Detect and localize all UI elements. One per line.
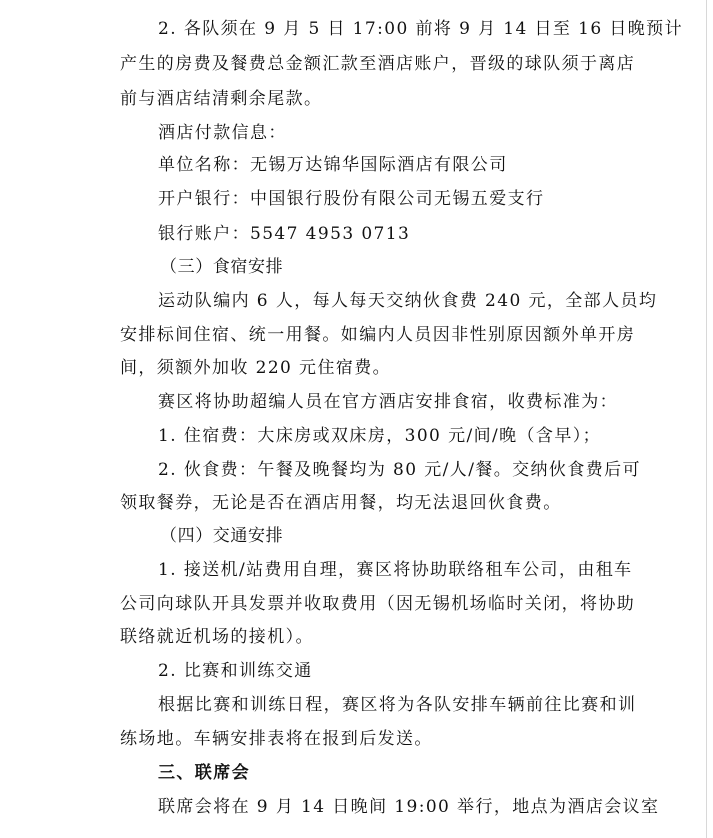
payment-deadline-line-3: 前与酒店结清剩余尾款。: [120, 89, 323, 109]
joint-meeting-paragraph-line-1: 联席会将在 9 月 14 日晚间 19:00 举行，地点为酒店会议室: [158, 797, 660, 817]
accommodation-paragraph-line-1: 运动队编内 6 人，每人每天交纳伙食费 240 元，全部人员均: [158, 291, 658, 311]
bank-account-line: 银行账户：5547 4953 0713: [158, 224, 411, 244]
company-name-line: 单位名称：无锡万达锦华国际酒店有限公司: [158, 155, 508, 175]
pickup-item-line-2: 公司向球队开具发票并收取费用（因无锡机场临时关闭，将协助: [120, 594, 636, 614]
pickup-item-line-3: 联络就近机场的接机）。: [120, 627, 314, 647]
payment-deadline-line-1: 2. 各队须在 9 月 5 日 17:00 前将 9 月 14 日至 16 日晚预计: [158, 19, 683, 39]
page-edge-divider: [706, 0, 707, 838]
meal-fee-item-line-1: 2. 伙食费：午餐及晚餐均为 80 元/人/餐。交纳伙食费后可: [158, 460, 641, 480]
accommodation-paragraph-line-3: 间，须额外加收 220 元住宿费。: [120, 358, 392, 378]
meal-fee-item-line-2: 领取餐券，无论是否在酒店用餐，均无法退回伙食费。: [120, 493, 562, 513]
lodging-fee-item: 1. 住宿费：大床房或双床房，300 元/间/晚（含早）；: [158, 426, 602, 446]
section-heading-transport: （四）交通安排: [160, 526, 284, 546]
pickup-item-line-1: 1. 接送机/站费用自理，赛区将协助联络租车公司，由租车: [158, 560, 633, 580]
match-transport-paragraph-line-1: 根据比赛和训练日程，赛区将为各队安排车辆前往比赛和训: [158, 695, 637, 715]
payment-deadline-line-2: 产生的房费及餐费总金额汇款至酒店账户，晋级的球队须于离店: [120, 54, 636, 74]
bank-name-line: 开户银行：中国银行股份有限公司无锡五爱支行: [158, 189, 545, 209]
extra-staff-paragraph: 赛区将协助超编人员在官方酒店安排食宿，收费标准为：: [158, 392, 618, 412]
accommodation-paragraph-line-2: 安排标间住宿、统一用餐。如编内人员因非性别原因额外单开房: [120, 325, 636, 345]
section-heading-accommodation: （三）食宿安排: [160, 257, 284, 277]
hotel-payment-info-heading: 酒店付款信息：: [158, 123, 287, 143]
match-transport-paragraph-line-2: 练场地。车辆安排表将在报到后发送。: [120, 729, 433, 749]
match-transport-item: 2. 比赛和训练交通: [158, 661, 313, 681]
section-heading-joint-meeting: 三、联席会: [158, 763, 250, 783]
